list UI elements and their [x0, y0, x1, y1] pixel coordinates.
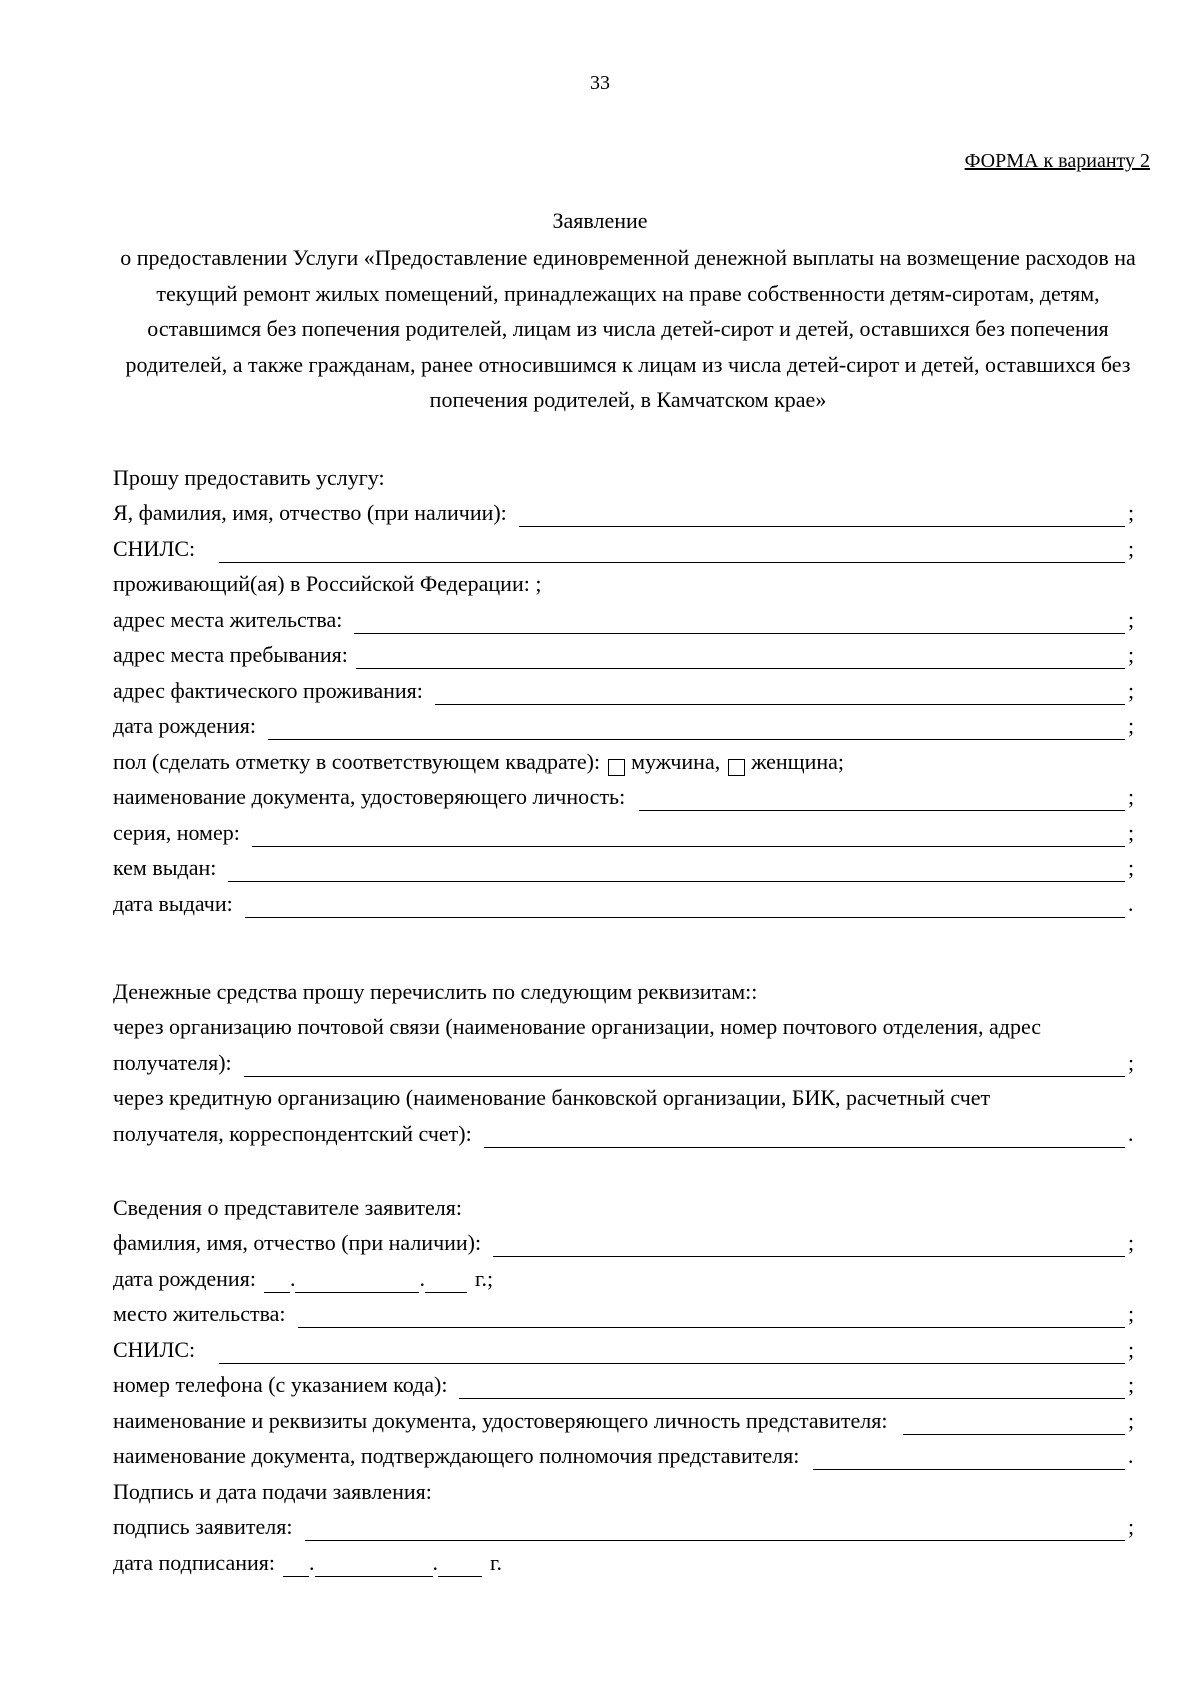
representative-intro: Сведения о представителе заявителя: [113, 1194, 462, 1220]
applicant-issue-date-label: дата выдачи: [113, 890, 233, 916]
representative-fio-line [113, 1222, 1138, 1258]
payment-bank-line [113, 1077, 1138, 1113]
line-end-semicolon: ; [1128, 855, 1135, 880]
line-end-semicolon: ; [1128, 819, 1135, 845]
line-end-semicolon: ; [1128, 606, 1135, 632]
representative-phone-field[interactable] [459, 1374, 1125, 1399]
payment-intro-line [113, 970, 1138, 1006]
line-end-semicolon: ; [1128, 1301, 1135, 1326]
line-end-semicolon: ; [1128, 677, 1135, 703]
line-end-semicolon: ; [1128, 784, 1135, 809]
applicant-residence-address-field[interactable] [354, 609, 1125, 634]
document-title: Заявление [552, 208, 648, 233]
applicant-issued-by-line [113, 847, 1138, 883]
page-number: 33 [590, 72, 610, 94]
applicant-birth-date-line [113, 705, 1138, 741]
applicant-intro: Прошу предоставить услугу: [113, 464, 385, 490]
line-end-period: . [1128, 1443, 1134, 1468]
applicant-snils-line [113, 527, 1138, 563]
payment-postal-recipient-line [113, 1041, 1138, 1077]
line-end-semicolon: ; [1128, 1049, 1135, 1075]
applicant-residing-line [113, 563, 1138, 599]
representative-birth-year-field[interactable] [425, 1270, 467, 1293]
applicant-residence-address-line [113, 598, 1138, 634]
sign-year-field[interactable] [438, 1554, 482, 1577]
line-end-period: . [1128, 890, 1134, 916]
applicant-issue-date-line [113, 882, 1138, 918]
representative-id-doc-line [113, 1399, 1138, 1435]
signature-intro: Подпись и дата подачи заявления: [113, 1478, 432, 1504]
applicant-id-doc-line [113, 776, 1138, 812]
signature-label: подпись заявителя: [113, 1514, 293, 1539]
applicant-issued-by-field[interactable] [228, 857, 1125, 882]
female-checkbox[interactable] [728, 759, 745, 776]
representative-snils-line [113, 1328, 1138, 1364]
applicant-snils-field[interactable] [219, 538, 1125, 563]
payment-intro: Денежные средства прошу перечислить по следующим реквизитам:: [113, 978, 758, 1004]
representative-id-doc-label: наименование и реквизиты документа, удостоверяющего личность представителя: [113, 1407, 888, 1433]
applicant-series-number-label: серия, номер: [113, 819, 240, 845]
applicant-issued-by-label: кем выдан: [113, 855, 217, 880]
line-end-semicolon: ; [1128, 713, 1135, 738]
applicant-intro-line [113, 456, 1138, 492]
representative-phone-line [113, 1364, 1138, 1400]
applicant-series-number-field[interactable] [252, 822, 1125, 847]
line-end-semicolon: ; [1128, 1336, 1135, 1362]
representative-residence-field[interactable] [298, 1303, 1125, 1328]
sign-date-label: дата подписания: [113, 1549, 275, 1575]
applicant-fio-label: Я, фамилия, имя, отчество (при наличии): [113, 500, 507, 525]
applicant-residing-label: проживающий(ая) в Российской Федерации: ; [113, 571, 542, 596]
applicant-section [113, 456, 1138, 918]
representative-birth-month-field[interactable] [295, 1270, 419, 1293]
applicant-actual-address-label: адрес фактического проживания: [113, 677, 423, 703]
applicant-id-doc-label: наименование документа, удостоверяющего личность: [113, 784, 626, 809]
representative-snils-field[interactable] [219, 1339, 1125, 1364]
signature-line [113, 1506, 1138, 1542]
applicant-residence-address-label: адрес места жительства: [113, 606, 343, 632]
representative-intro-line [113, 1186, 1138, 1222]
payment-bank-recipient-line [113, 1112, 1138, 1148]
applicant-birth-date-label: дата рождения: [113, 713, 256, 738]
female-option-label: женщина; [751, 748, 845, 774]
line-end-semicolon: ; [1128, 1407, 1135, 1433]
representative-authority-doc-line [113, 1435, 1138, 1471]
applicant-sex-line [113, 740, 1138, 776]
applicant-actual-address-field[interactable] [435, 680, 1125, 705]
sign-month-field[interactable] [315, 1554, 433, 1577]
line-end-semicolon: ; [1128, 642, 1135, 667]
representative-section [113, 1186, 1138, 1577]
payment-bank-recipient-label: получателя, корреспондентский счет): [113, 1120, 472, 1146]
applicant-fio-line [113, 492, 1138, 528]
male-option-label: мужчина, [631, 748, 721, 774]
payment-postal-text: через организацию почтовой связи (наименование организации, номер почтового отделения, адрес [113, 1014, 1042, 1039]
sign-day-field[interactable] [283, 1554, 309, 1577]
signature-field[interactable] [305, 1516, 1125, 1541]
representative-residence-label: место жительства: [113, 1301, 286, 1326]
line-end-period: . [1128, 1120, 1134, 1146]
representative-fio-field[interactable] [493, 1232, 1125, 1257]
applicant-birth-date-field[interactable] [268, 715, 1125, 740]
document-subtitle: о предоставлении Услуги «Предоставление единовременной денежной выплаты на возмещение расходов на текущий ремонт жилых помещений, принадлежащих на праве собственности детям-сиротам, детям, оставшимся без попечения родителей, лицам из числа детей-сирот и детей, оставшихся без попечения родителей, а также гражданам, ранее относившимся к лицам из числа детей-сирот и детей, оставшихся без попечения родителей, в Камчатском крае» [120, 245, 1136, 412]
male-checkbox[interactable] [608, 759, 625, 776]
signature-intro-line [113, 1470, 1138, 1506]
sign-date-line: дата подписания: . . г. [113, 1549, 503, 1575]
applicant-snils-label: СНИЛС: [113, 535, 196, 561]
applicant-sex-label: пол (сделать отметку в соответствующем квадрате): [113, 748, 601, 774]
line-end-semicolon: ; [1128, 535, 1135, 561]
representative-authority-doc-label: наименование документа, подтверждающего полномочия представителя: [113, 1443, 800, 1468]
applicant-stay-address-line [113, 634, 1138, 670]
representative-residence-line [113, 1293, 1138, 1329]
applicant-id-doc-field[interactable] [639, 786, 1125, 811]
representative-authority-doc-field[interactable] [813, 1445, 1125, 1470]
representative-birth-date-label: дата рождения: [113, 1265, 256, 1291]
applicant-stay-address-field[interactable] [356, 644, 1125, 669]
payment-postal-recipient-label: получателя): [113, 1049, 232, 1075]
representative-phone-label: номер телефона (с указанием кода): [113, 1372, 448, 1397]
line-end-semicolon: ; [1128, 1230, 1135, 1255]
line-end-semicolon: ; [1128, 500, 1135, 525]
representative-year-suffix: г.; [474, 1265, 494, 1291]
representative-snils-label: СНИЛС: [113, 1336, 196, 1362]
representative-birth-date-line: дата рождения: . . г.; [113, 1265, 494, 1291]
form-reference: ФОРМА к варианту 2 [964, 150, 1150, 172]
applicant-issue-date-field[interactable] [245, 893, 1125, 918]
applicant-fio-field[interactable] [519, 502, 1125, 527]
sign-year-suffix: г. [490, 1549, 503, 1575]
payment-bank-text: через кредитную организацию (наименование банковской организации, БИК, расчетный счет [113, 1085, 991, 1110]
line-end-semicolon: ; [1128, 1514, 1135, 1539]
payment-bank-field[interactable] [484, 1123, 1125, 1148]
representative-id-doc-field[interactable] [903, 1410, 1125, 1435]
payment-postal-field[interactable] [244, 1052, 1125, 1077]
line-end-semicolon: ; [1128, 1372, 1135, 1397]
applicant-stay-address-label: адрес места пребывания: [113, 642, 348, 667]
payment-section [113, 970, 1138, 1148]
representative-birth-day-field[interactable] [264, 1270, 290, 1293]
payment-postal-line [113, 1006, 1138, 1042]
applicant-series-number-line [113, 811, 1138, 847]
representative-fio-label: фамилия, имя, отчество (при наличии): [113, 1230, 482, 1255]
applicant-actual-address-line [113, 669, 1138, 705]
